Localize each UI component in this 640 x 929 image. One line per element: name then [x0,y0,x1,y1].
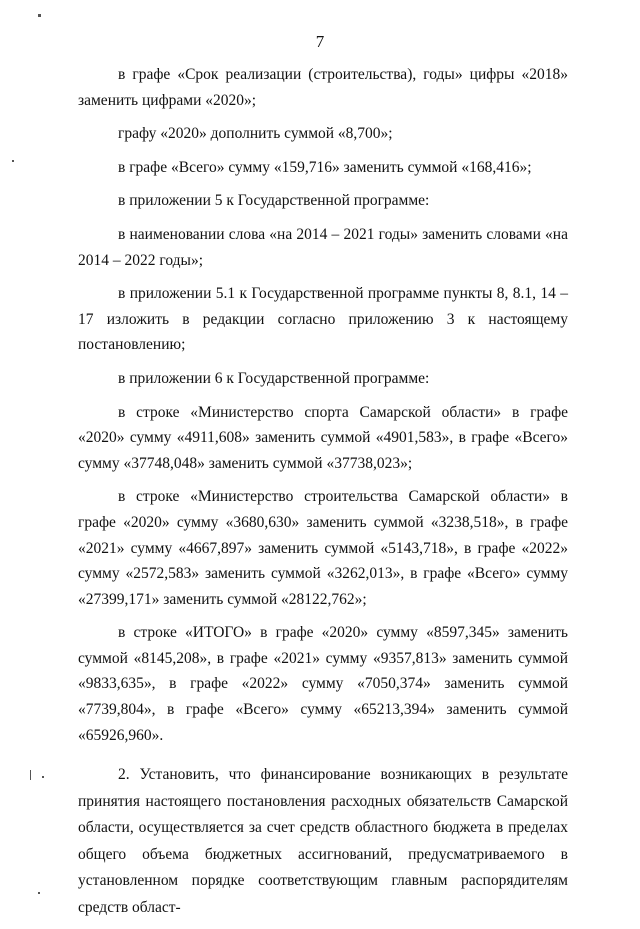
paragraph: в строке «ИТОГО» в графе «2020» сумму «8597,345» заменить суммой «8145,208», в графе «2021» сумму «9357,813» заменить суммой «9833,635», в графе «2022» сумму «7050,374» заменить суммой «7739,804», в графе «Всего» сумму «65213,394» заменить суммой «65926,960». [78,624,568,744]
paragraph: в приложении 5.1 к Государственной программе пункты 8, 8.1, 14 – 17 изложить в редакции согласно приложению 3 к настоящему постановлению; [78,285,568,354]
paragraph: в строке «Министерство строительства Самарской области» в графе «2020» сумму «3680,630» заменить суммой «3238,518», в графе «2021» сумму «4667,897» заменить суммой «5143,718», в графе «2022» сумму «2572,583» заменить суммой «3262,013», в графе «Всего» сумму «27399,171» заменить суммой «28122,762»; [78,488,568,608]
page-number: 7 [315,32,325,51]
paragraph: в приложении 6 к Государственной программе: [118,369,430,387]
scan-mark [38,892,40,894]
scan-mark [42,776,44,778]
paragraph: графу «2020» дополнить суммой «8,700»; [118,125,393,143]
paragraph: в графе «Срок реализации (строительства), годы» цифры «2018» заменить цифрами «2020»; [78,66,568,109]
scan-mark [30,770,31,780]
paragraph: в наименовании слова «на 2014 – 2021 годы» заменить словами «на 2014 – 2022 годы»; [78,225,568,269]
scan-mark [38,14,41,17]
document-body [78,62,568,929]
paragraph: в приложении 5 к Государственной программе: [118,192,430,210]
paragraph: 2. Установить, что финансирование возникающих в результате принятия настоящего постановления расходных обязательств Самарской области, осуществляется за счет средств областного бюджета в пределах общего объема бюджетных ассигнований, предусматриваемого в установленном порядке соответствующим главным распорядителям средств област- [78,766,568,916]
paragraph: в графе «Всего» сумму «159,716» заменить суммой «168,416»; [118,158,532,176]
paragraph: в строке «Министерство спорта Самарской области» в графе «2020» сумму «4911,608» заменить суммой «4901,583», в графе «Всего» сумму «37748,048» заменить суммой «37738,023»; [78,403,568,472]
scan-mark [12,160,14,162]
